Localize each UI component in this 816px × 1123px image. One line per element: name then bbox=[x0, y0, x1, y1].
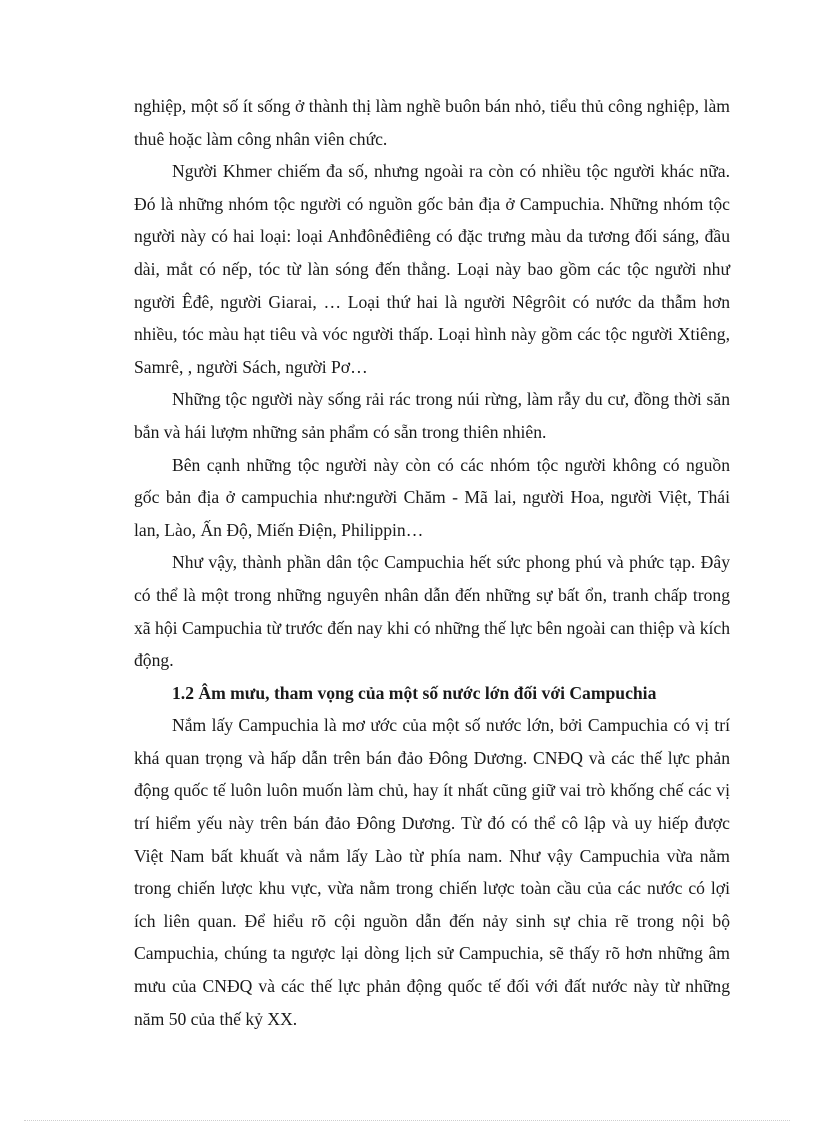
paragraph-ambitions: Nắm lấy Campuchia là mơ ước của một số nước lớn, bởi Campuchia có vị trí khá quan trọng và hấp dẫn trên bán đảo Đông Dương. CNĐQ và các thế lực phản động quốc tế luôn luôn muốn làm chủ, hay ít nhất cũng giữ vai trò khống chế các vị trí hiểm yếu này trên bán đảo Đông Dương. Từ đó có thể cô lập và uy hiếp được Việt Nam bất khuất và nắm lấy Lào từ phía nam. Như vậy Campuchia vừa nằm trong chiến lược khu vực, vừa nằm trong chiến lược toàn cầu của các nước có lợi ích liên quan. Để hiểu rõ cội nguồn dẫn đến nảy sinh sự chia rẽ trong nội bộ Campuchia, chúng ta ngược lại dòng lịch sử Campuchia, sẽ thấy rõ hơn những âm mưu của CNĐQ và các thế lực phản động quốc tế đối với đất nước này từ những năm 50 của thế kỷ XX. bbox=[134, 715, 730, 1029]
paragraph-non-indigenous: Bên cạnh những tộc người này còn có các nhóm tộc người không có nguồn gốc bản địa ở campuchia như:người Chăm - Mã lai, người Hoa, người Việt, Thái lan, Lào, Ấn Độ, Miến Điện, Philippin… bbox=[134, 454, 730, 540]
page-bottom-rule bbox=[24, 1120, 790, 1121]
paragraph-ethnic-groups: Người Khmer chiếm đa số, nhưng ngoài ra còn có nhiều tộc người khác nữa. Đó là những nhóm tộc người có nguồn gốc bản địa ở Campuchia. Những nhóm tộc người này có hai loại: loại Anhđônêđiêng có đặc trưng màu da tương đối sáng, đầu dài, mắt có nếp, tóc từ làn sóng đến thẳng. Loại này bao gồm các tộc người như người Êđê, người Giarai, … Loại thứ hai là người Nêgrôit có nước da thẫm hơn nhiều, tóc màu hạt tiêu và vóc người thấp. Loại hình này gồm các tộc người Xtiêng, Samrê, , người Sách, người Pơ… bbox=[134, 161, 730, 377]
paragraph-continued: nghiệp, một số ít sống ở thành thị làm nghề buôn bán nhỏ, tiểu thủ công nghiệp, làm thuê hoặc làm công nhân viên chức. bbox=[134, 96, 730, 149]
paragraph-lifestyle: Những tộc người này sống rải rác trong núi rừng, làm rẫy du cư, đồng thời săn bắn và hái lượm những sản phẩm có sẵn trong thiên nhiên. bbox=[134, 389, 730, 442]
paragraph-conclusion: Như vậy, thành phần dân tộc Campuchia hết sức phong phú và phức tạp. Đây có thể là một trong những nguyên nhân dẫn đến những sự bất ổn, tranh chấp trong xã hội Campuchia từ trước đến nay khi có những thế lực bên ngoài can thiệp và kích động. bbox=[134, 552, 730, 671]
section-heading: 1.2 Âm mưu, tham vọng của một số nước lớn đối với Campuchia bbox=[172, 682, 657, 703]
document-body bbox=[134, 90, 730, 1035]
